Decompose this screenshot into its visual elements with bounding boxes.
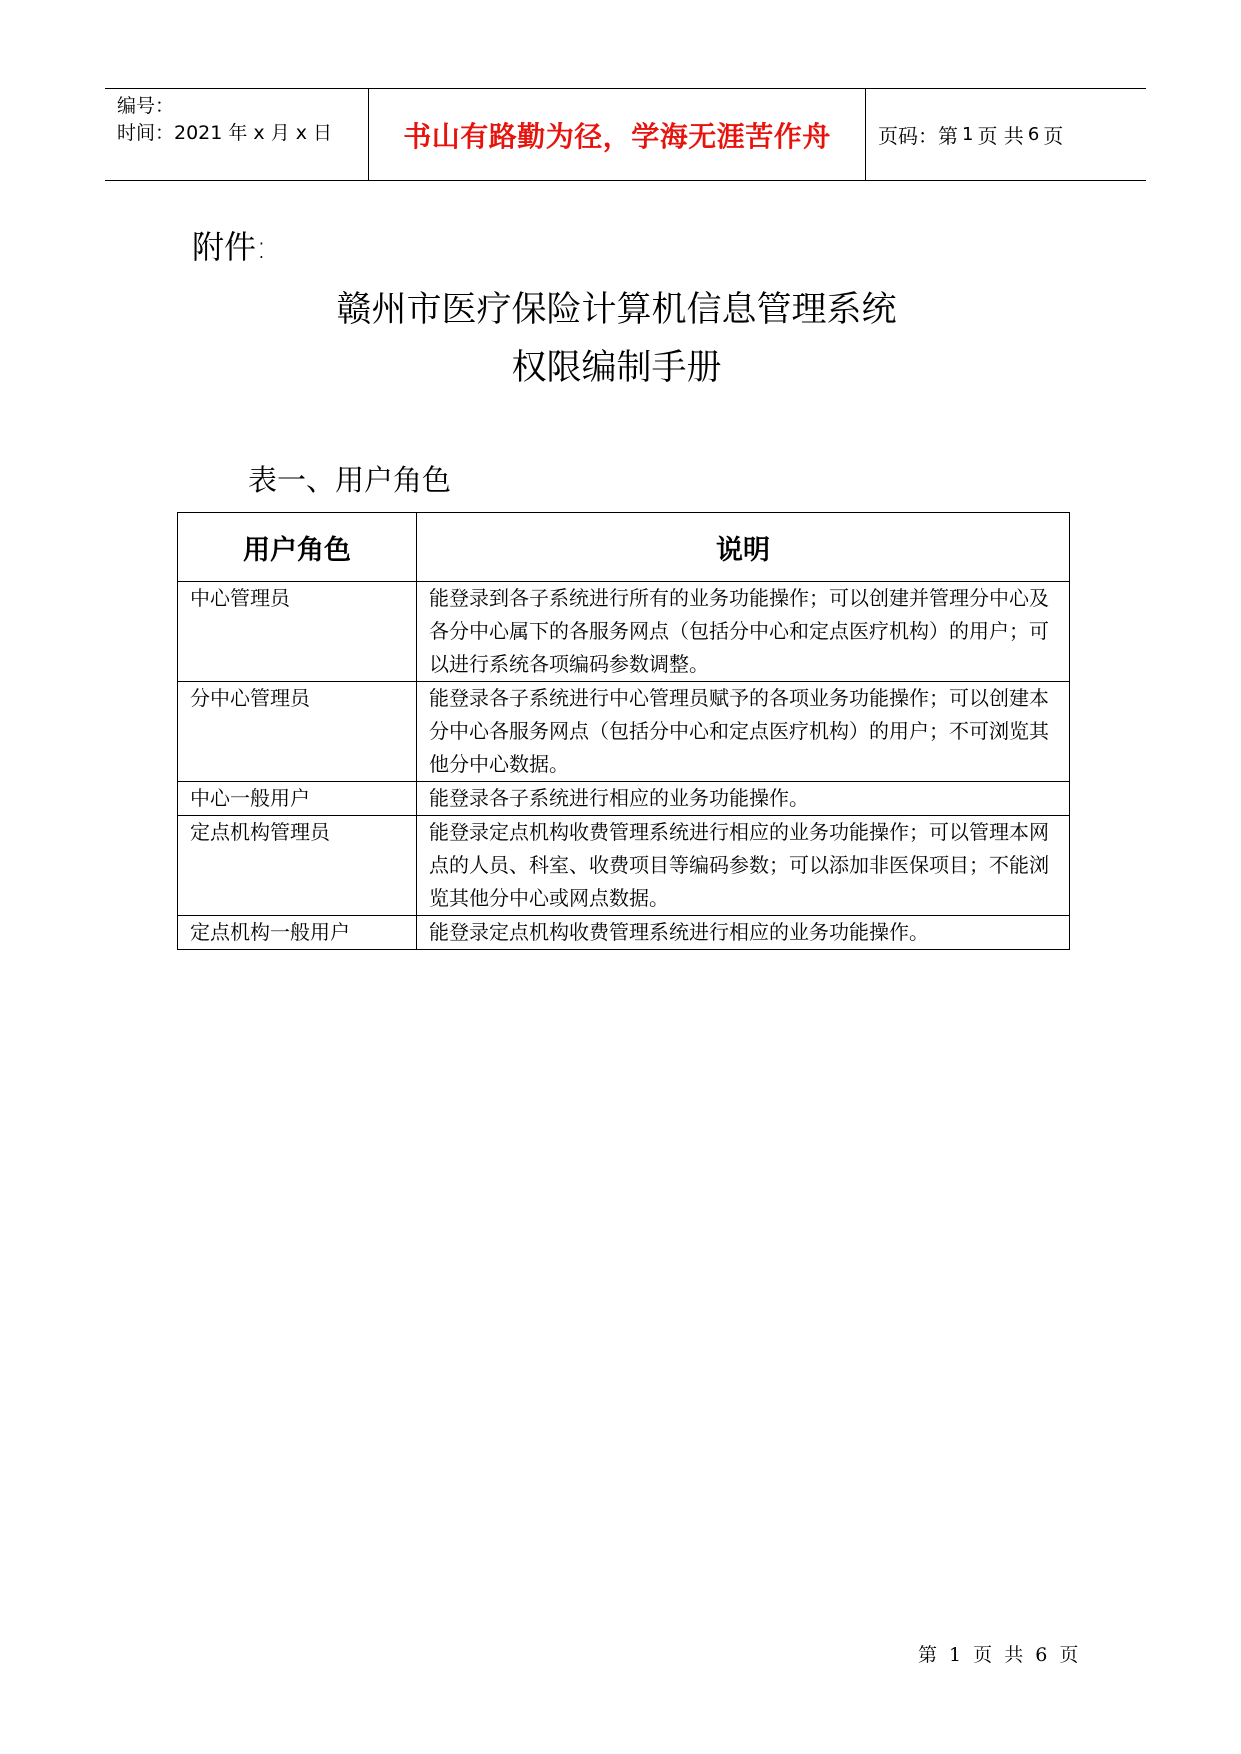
role-cell: 分中心管理员 <box>178 682 417 782</box>
table-row <box>178 782 1070 816</box>
description-cell: 能登录定点机构收费管理系统进行相应的业务功能操作。 <box>417 916 1070 950</box>
attachment-label: 附件: <box>192 228 267 266</box>
page-prefix: 页码：第 <box>878 124 958 148</box>
document-subtitle: 权限编制手册 <box>511 348 722 388</box>
page-mid: 页 共 <box>977 124 1024 148</box>
document-number-label: 编号： <box>117 95 175 117</box>
user-roles-table <box>177 512 1070 950</box>
description-cell: 能登录各子系统进行中心管理员赋予的各项业务功能操作；可以创建本分中心各服务网点（包括分中心和定点医疗机构）的用户；不可浏览其他分中心数据。 <box>417 682 1070 782</box>
column-header-role: 用户角色 <box>178 513 417 582</box>
page-footer: 第 1 页 共 6 页 <box>918 1644 1079 1666</box>
page-suffix: 页 <box>1043 124 1064 148</box>
header-meta <box>105 89 369 180</box>
column-header-description: 说明 <box>417 513 1070 582</box>
page-current: 1 <box>962 124 974 145</box>
table-row <box>178 682 1070 782</box>
role-cell: 定点机构管理员 <box>178 816 417 916</box>
page-header <box>105 88 1146 181</box>
table-row <box>178 916 1070 950</box>
header-page-indicator <box>866 89 1146 180</box>
document-title: 赣州市医疗保险计算机信息管理系统 <box>336 290 897 330</box>
table-row <box>178 816 1070 916</box>
role-cell: 中心一般用户 <box>178 782 417 816</box>
table-caption: 表一、用户角色 <box>248 463 452 497</box>
role-cell: 定点机构一般用户 <box>178 916 417 950</box>
document-time: 时间：2021 年 x 月 x 日 <box>117 122 333 144</box>
page-total: 6 <box>1027 124 1040 145</box>
description-cell: 能登录各子系统进行相应的业务功能操作。 <box>417 782 1070 816</box>
table-header-row <box>178 513 1070 582</box>
description-cell: 能登录定点机构收费管理系统进行相应的业务功能操作；可以管理本网点的人员、科室、收费项目等编码参数；可以添加非医保项目；不能浏览其他分中心或网点数据。 <box>417 816 1070 916</box>
description-cell: 能登录到各子系统进行所有的业务功能操作；可以创建并管理分中心及各分中心属下的各服务网点（包括分中心和定点医疗机构）的用户；可以进行系统各项编码参数调整。 <box>417 582 1070 682</box>
header-motto: 书山有路勤为径，学海无涯苦作舟 <box>369 89 866 180</box>
table-row <box>178 582 1070 682</box>
role-cell: 中心管理员 <box>178 582 417 682</box>
